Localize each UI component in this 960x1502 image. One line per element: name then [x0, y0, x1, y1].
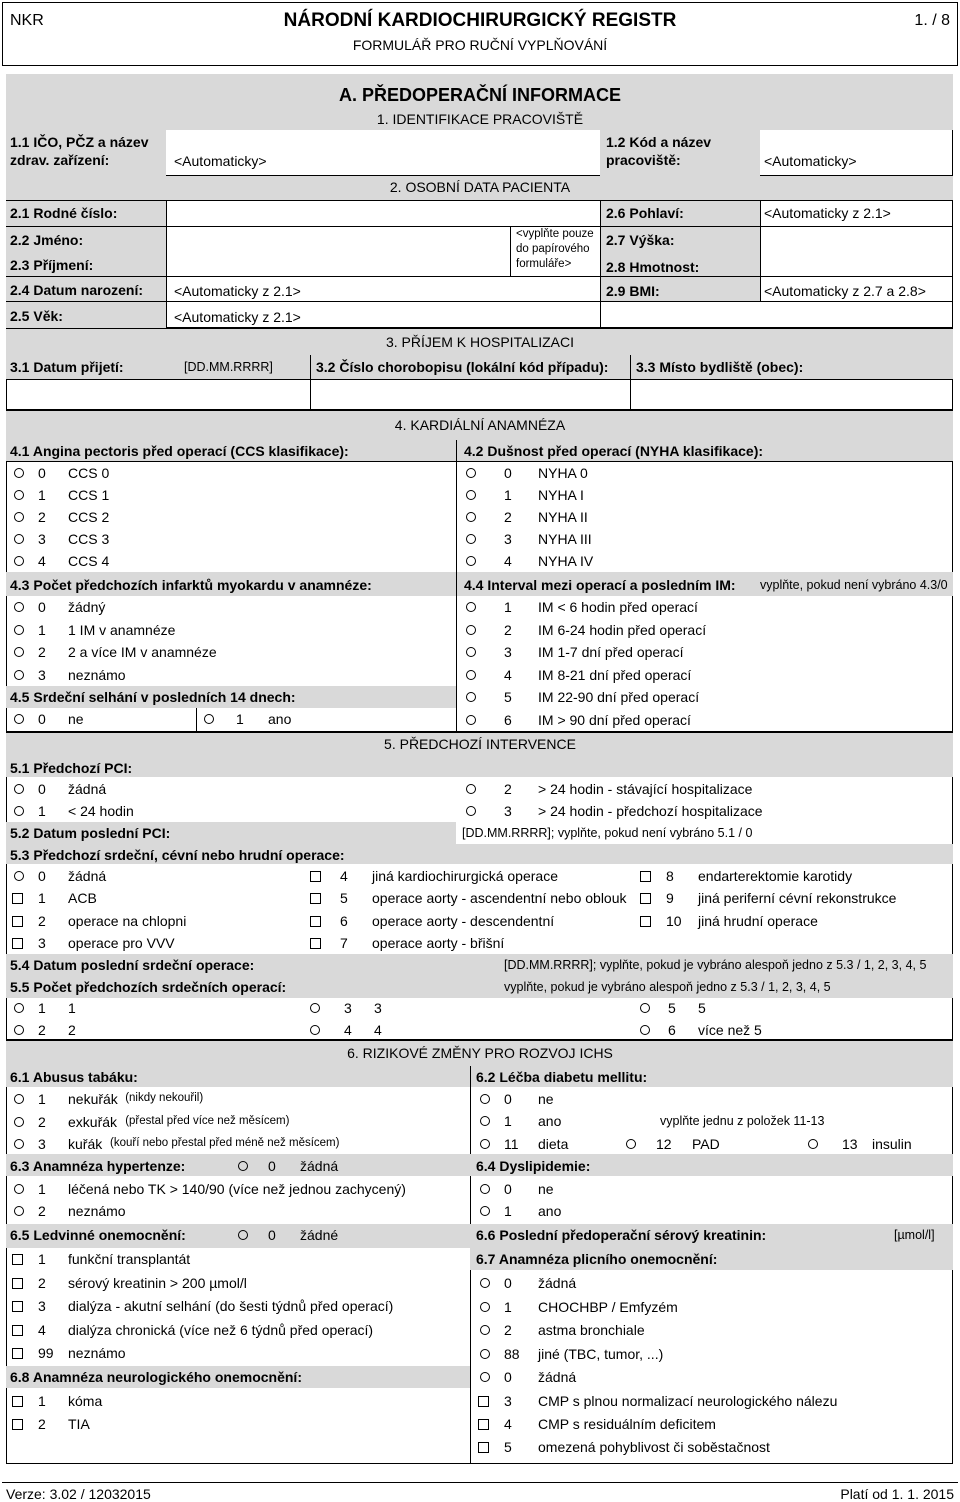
label-6-8: 6.8 Anamnéza neurologického onemocnění: [10, 1369, 302, 1385]
checkbox[interactable] [12, 1419, 23, 1430]
checkbox[interactable] [310, 938, 321, 949]
option-label: 1 [68, 1000, 76, 1016]
option-code: 2 [38, 912, 46, 929]
s2-row-line-2 [6, 276, 953, 277]
radio-button[interactable] [480, 1139, 490, 1149]
option-code: 2 [504, 781, 512, 797]
radio-button[interactable] [466, 784, 476, 794]
option-code: 1 [38, 1000, 46, 1016]
option-code: 2 [504, 1322, 512, 1338]
section-4-title: 4. KARDIÁLNÍ ANAMNÉZA [394, 417, 566, 433]
radio-button[interactable] [466, 625, 476, 635]
option-label: > 24 hodin - předchozí hospitalizace [538, 803, 763, 819]
option-label: ano [538, 1113, 562, 1129]
label-4-3: 4.3 Počet předchozích infarktů myokardu v anamnéze: [10, 577, 372, 593]
checkbox[interactable] [12, 1278, 23, 1289]
value-5-4: [DD.MM.RRRR]; vyplňte, pokud je vybráno alespoň jedno z 5.3 / 1, 2, 3, 4, 5 [504, 958, 927, 972]
option-label: žádné [300, 1227, 339, 1243]
footer-version: Verze: 3.02 / 12032015 [6, 1486, 151, 1502]
option-label: žádný [68, 599, 106, 615]
option-label: IM 6-24 hodin před operací [538, 621, 707, 638]
option-label: IM 1-7 dní před operací [538, 644, 684, 660]
option-note: (nikdy nekouřil) [125, 1092, 204, 1104]
option-label: > 24 hodin - stávající hospitalizace [538, 781, 753, 797]
value-1-2: <Automaticky> [764, 153, 857, 169]
option-label: jiná hrudní operace [698, 912, 818, 929]
option-label: insulin [872, 1136, 912, 1152]
s2-divider-4 [760, 200, 761, 301]
label-2-4: 2.4 Datum narození: [10, 282, 144, 298]
label-6-5: 6.5 Ledvinné onemocnění: [10, 1227, 186, 1243]
option-code: 88 [504, 1345, 520, 1362]
option-label: jiná periferní cévní rekonstrukce [698, 890, 897, 907]
option-label: neznámo [68, 1203, 126, 1219]
option-code: 0 [38, 465, 46, 481]
option-code: 4 [344, 1022, 352, 1038]
option-code: 0 [268, 1158, 276, 1174]
option-code: 3 [38, 531, 46, 547]
option-code: 10 [666, 912, 682, 929]
option-label: < 24 hodin [68, 803, 134, 819]
option-code: 4 [38, 1321, 46, 1338]
option-code: 2 [38, 1203, 46, 1219]
radio-button[interactable] [14, 512, 24, 522]
option-code: 1 [38, 1091, 46, 1107]
checkbox[interactable] [12, 1254, 23, 1265]
value-5-5: vyplňte, pokud je vybráno alespoň jedno z 5.3 / 1, 2, 3, 4, 5 [504, 980, 831, 994]
option-code: 0 [504, 1091, 512, 1107]
checkbox[interactable] [478, 1396, 489, 1407]
label-6-3: 6.3 Anamnéza hypertenze: [10, 1158, 186, 1174]
footer-valid-from: Platí od 1. 1. 2015 [840, 1486, 954, 1502]
option-code: 1 [38, 1181, 46, 1197]
option-label: nekuřák [68, 1091, 118, 1107]
checkbox[interactable] [640, 893, 651, 904]
option-label: 1 IM v anamnéze [68, 621, 176, 638]
radio-button[interactable] [14, 1025, 24, 1035]
option-label: NYHA IV [538, 553, 594, 569]
option-label: NYHA I [538, 487, 584, 503]
unit-6-6: [µmol/l] [894, 1228, 935, 1242]
label-6-4: 6.4 Dyslipidemie: [476, 1158, 591, 1174]
label-6-2: 6.2 Léčba diabetu mellitu: [476, 1069, 648, 1085]
label-1-1b: zdrav. zařízení: [10, 152, 110, 168]
note-6-2: vyplňte jednu z položek 11-13 [660, 1114, 825, 1128]
radio-button[interactable] [14, 647, 24, 657]
label-2-8: 2.8 Hmotnost: [606, 259, 700, 275]
option-label: operace na chlopni [68, 912, 187, 929]
option-label: sérový kreatinin > 200 µmol/l [68, 1274, 247, 1291]
checkbox[interactable] [12, 893, 23, 904]
option-label: CCS 1 [68, 487, 110, 503]
checkbox[interactable] [640, 871, 651, 882]
radio-button[interactable] [310, 1025, 320, 1035]
option-code: 2 [38, 1416, 46, 1432]
option-label: TIA [68, 1416, 90, 1432]
option-code: 4 [504, 1416, 512, 1432]
option-label: NYHA III [538, 531, 592, 547]
option-code: 0 [38, 711, 46, 727]
option-label: jiná kardiochirurgická operace [372, 868, 558, 884]
option-label: ano [538, 1203, 562, 1219]
option-label: dialýza chronická (více než 6 týdnů před operací) [68, 1321, 374, 1338]
radio-button[interactable] [466, 602, 476, 612]
value-2-5: <Automaticky z 2.1> [174, 309, 301, 325]
option-code: 3 [38, 1136, 46, 1152]
radio-button[interactable] [310, 1003, 320, 1013]
option-code: 1 [504, 1298, 512, 1315]
section-2-title: 2. OSOBNÍ DATA PACIENTA [389, 179, 571, 195]
option-label: CCS 3 [68, 531, 110, 547]
radio-button[interactable] [238, 1161, 248, 1171]
s4-hf-line [196, 708, 197, 732]
option-code: 5 [340, 890, 348, 907]
option-code: 1 [38, 890, 46, 907]
s2-divider-2 [510, 226, 511, 276]
radio-button[interactable] [466, 468, 476, 478]
option-label: 4 [374, 1022, 382, 1038]
radio-button[interactable] [14, 625, 24, 635]
option-label: 2 a více IM v anamnéze [68, 644, 217, 660]
option-code: 6 [340, 912, 348, 929]
label-1-2: 1.2 Kód a název [606, 134, 712, 150]
option-code: 1 [236, 711, 244, 727]
option-code: 2 [38, 509, 46, 525]
option-code: 0 [38, 868, 46, 884]
option-label: NYHA II [538, 509, 588, 525]
form-title: NÁRODNÍ KARDIOCHIRURGICKÝ REGISTR [283, 10, 677, 31]
option-label: IM 22-90 dní před operací [538, 689, 700, 705]
radio-button[interactable] [466, 512, 476, 522]
option-label: ne [538, 1181, 554, 1197]
option-code: 2 [504, 621, 512, 638]
section-a-title: A. PŘEDOPERAČNÍ INFORMACE [338, 85, 621, 105]
s2-row-line-3 [6, 301, 953, 302]
option-label: žádná [300, 1158, 339, 1174]
label-2-7: 2.7 Výška: [606, 232, 675, 248]
radio-button[interactable] [466, 490, 476, 500]
option-code: 3 [504, 531, 512, 547]
radio-button[interactable] [466, 534, 476, 544]
value-2-4: <Automaticky z 2.1> [174, 283, 301, 299]
form-subtitle: FORMULÁŘ PRO RUČNÍ VYPLŇOVÁNÍ [352, 37, 608, 53]
radio-button[interactable] [238, 1230, 248, 1240]
radio-button[interactable] [466, 647, 476, 657]
option-label: žádná [538, 1275, 577, 1291]
option-code: 2 [38, 1274, 46, 1291]
option-label: neznámo [68, 666, 126, 683]
radio-button[interactable] [204, 714, 214, 724]
label-3-3: 3.3 Místo bydliště (obec): [636, 359, 804, 375]
option-label: žádná [68, 868, 107, 884]
label-2-2: 2.2 Jméno: [10, 232, 84, 248]
section-5-title: 5. PŘEDCHOZÍ INTERVENCE [384, 736, 576, 752]
option-note: (přestal před více než měsícem) [125, 1114, 290, 1127]
option-code: 2 [38, 1022, 46, 1038]
checkbox[interactable] [12, 1301, 23, 1312]
label-6-7: 6.7 Anamnéza plicního onemocnění: [476, 1251, 718, 1267]
label-2-1: 2.1 Rodné číslo: [10, 205, 118, 221]
note-paper-3: formuláře> [516, 258, 572, 270]
checkbox[interactable] [12, 1325, 23, 1336]
label-3-1: 3.1 Datum přijetí: [10, 359, 124, 375]
s2-divider-1 [166, 200, 167, 328]
radio-button[interactable] [626, 1139, 636, 1149]
label-5-1: 5.1 Předchozí PCI: [10, 760, 133, 776]
checkbox[interactable] [12, 1396, 23, 1407]
label-3-2: 3.2 Číslo chorobopisu (lokální kód případu): [316, 359, 609, 375]
s3-div-2 [630, 355, 631, 410]
radio-button[interactable] [480, 1325, 490, 1335]
label-4-2: 4.2 Dušnost před operací (NYHA klasifikace): [464, 443, 764, 459]
option-label: CCS 2 [68, 509, 110, 525]
radio-button[interactable] [640, 1025, 650, 1035]
radio-button[interactable] [14, 806, 24, 816]
option-code: 1 [38, 621, 46, 638]
section-1-title: 1. IDENTIFIKACE PRACOVIŠTĚ [376, 111, 584, 127]
value-3-1: [DD.MM.RRRR] [184, 360, 273, 374]
option-code: 3 [344, 1000, 352, 1016]
radio-button[interactable] [640, 1003, 650, 1013]
radio-button[interactable] [14, 1206, 24, 1216]
note-paper-2: do papírového [516, 243, 590, 255]
radio-button[interactable] [14, 784, 24, 794]
radio-button[interactable] [14, 1139, 24, 1149]
value-2-9: <Automaticky z 2.7 a 2.8> [764, 283, 926, 299]
radio-button[interactable] [14, 602, 24, 612]
option-label: ne [68, 711, 84, 727]
option-label: 5 [698, 1000, 706, 1016]
option-label: NYHA 0 [538, 465, 588, 481]
checkbox[interactable] [640, 916, 651, 927]
option-label: operace aorty - břišní [372, 934, 505, 951]
radio-button[interactable] [480, 1116, 490, 1126]
option-code: 8 [666, 868, 674, 884]
option-code: 1 [38, 1393, 46, 1409]
label-5-2: 5.2 Datum poslední PCI: [10, 825, 171, 841]
section-6-title: 6. RIZIKOVÉ ZMĚNY PRO ROZVOJ ICHS [347, 1045, 613, 1061]
radio-button[interactable] [14, 1184, 24, 1194]
option-label: ACB [68, 890, 97, 907]
radio-button[interactable] [14, 1003, 24, 1013]
label-4-1: 4.1 Angina pectoris před operací (CCS klasifikace): [10, 443, 349, 459]
radio-button[interactable] [466, 715, 476, 725]
radio-button[interactable] [480, 1372, 490, 1382]
option-label: operace pro VVV [68, 934, 175, 951]
option-code: 13 [842, 1136, 858, 1152]
footer-rule [2, 1482, 958, 1483]
option-code: 7 [340, 934, 348, 951]
option-label: žádná [68, 781, 107, 797]
radio-button[interactable] [480, 1302, 490, 1312]
radio-button[interactable] [480, 1094, 490, 1104]
option-code: 0 [504, 465, 512, 481]
option-code: 6 [504, 711, 512, 728]
radio-button[interactable] [466, 556, 476, 566]
option-label: CMP s residuálním deficitem [538, 1416, 716, 1432]
checkbox[interactable] [12, 938, 23, 949]
label-4-4: 4.4 Interval mezi operací a posledním IM: [464, 577, 736, 593]
option-code: 5 [668, 1000, 676, 1016]
option-code: 1 [38, 487, 46, 503]
page-number: 1. / 8 [914, 12, 950, 29]
option-code: 0 [504, 1181, 512, 1197]
radio-button[interactable] [14, 1094, 24, 1104]
checkbox[interactable] [12, 916, 23, 927]
option-code: 1 [38, 803, 46, 819]
option-label: ano [268, 711, 292, 727]
option-label: IM 8-21 dní před operací [538, 666, 692, 683]
checkbox[interactable] [310, 871, 321, 882]
s3-line [6, 379, 953, 380]
value-2-6: <Automaticky z 2.1> [764, 205, 891, 221]
s4-mid-line [456, 440, 457, 732]
radio-button[interactable] [14, 534, 24, 544]
section-3-title: 3. PŘÍJEM K HOSPITALIZACI [385, 334, 574, 350]
option-code: 3 [504, 803, 512, 819]
checkbox[interactable] [310, 916, 321, 927]
option-label: astma bronchiale [538, 1322, 645, 1338]
option-note: (kouří nebo přestal před méně než měsícem) [110, 1137, 340, 1149]
label-2-9: 2.9 BMI: [606, 283, 660, 299]
radio-button[interactable] [14, 1117, 24, 1127]
option-label: CHOCHBP / Emfyzém [538, 1298, 678, 1315]
option-label: PAD [692, 1136, 720, 1152]
note-paper-1: <vyplňte pouze [516, 228, 594, 240]
radio-button[interactable] [14, 490, 24, 500]
option-label: IM < 6 hodin před operací [538, 599, 698, 615]
radio-button[interactable] [808, 1139, 818, 1149]
option-code: 1 [38, 1251, 46, 1267]
option-label: 2 [68, 1022, 76, 1038]
s2-divider-3 [600, 200, 601, 328]
note-4-4: vyplňte, pokud není vybráno 4.3/0 [760, 578, 948, 592]
option-code: 12 [656, 1136, 672, 1152]
radio-button[interactable] [14, 871, 24, 881]
option-code: 2 [38, 644, 46, 660]
label-6-1: 6.1 Abusus tabáku: [10, 1069, 138, 1085]
option-code: 4 [38, 553, 46, 569]
option-code: 9 [666, 890, 674, 907]
option-label: dieta [538, 1136, 569, 1152]
value-5-2: [DD.MM.RRRR]; vyplňte, pokud není vybráno 5.1 / 0 [462, 826, 753, 840]
checkbox[interactable] [12, 1348, 23, 1359]
s2-row-line-1 [6, 226, 953, 227]
option-label: kuřák [68, 1136, 103, 1152]
option-label: exkuřák [68, 1113, 118, 1130]
label-5-4: 5.4 Datum poslední srdeční operace: [10, 957, 255, 973]
option-code: 3 [504, 1393, 512, 1409]
label-2-5: 2.5 Věk: [10, 308, 63, 324]
option-label: léčená nebo TK > 140/90 (více než jednou zachycený) [68, 1181, 406, 1197]
option-label: ne [538, 1091, 554, 1107]
option-label: více než 5 [698, 1022, 762, 1038]
option-code: 0 [38, 781, 46, 797]
option-code: 2 [504, 509, 512, 525]
radio-button[interactable] [14, 714, 24, 724]
radio-button[interactable] [480, 1278, 490, 1288]
option-code: 1 [504, 599, 512, 615]
option-code: 4 [504, 666, 512, 683]
radio-button[interactable] [14, 556, 24, 566]
option-code: 1 [504, 1203, 512, 1219]
option-code: 5 [504, 1439, 512, 1455]
label-2-6: 2.6 Pohlaví: [606, 205, 684, 221]
option-label: operace aorty - descendentní [372, 912, 555, 929]
s4-line-1 [6, 461, 953, 462]
option-code: 0 [38, 599, 46, 615]
radio-button[interactable] [466, 806, 476, 816]
option-label: CCS 4 [68, 553, 110, 569]
option-code: 4 [340, 868, 348, 884]
label-1-1: 1.1 IČO, PČZ a název [10, 134, 149, 150]
option-code: 0 [504, 1275, 512, 1291]
option-label: kóma [68, 1393, 103, 1409]
option-code: 1 [504, 1113, 512, 1129]
option-code: 4 [504, 553, 512, 569]
option-label: jiné (TBC, tumor, ...) [538, 1345, 664, 1362]
option-code: 3 [38, 1298, 46, 1314]
label-5-3: 5.3 Předchozí srdeční, cévní nebo hrudní operace: [10, 847, 345, 863]
option-code: 6 [668, 1022, 676, 1038]
radio-button[interactable] [466, 670, 476, 680]
label-5-5: 5.5 Počet předchozích srdečních operací: [10, 979, 287, 995]
radio-button[interactable] [480, 1349, 490, 1359]
option-label: žádná [538, 1369, 577, 1385]
value-1-1: <Automaticky> [174, 153, 267, 169]
option-code: 3 [38, 666, 46, 683]
option-code: 5 [504, 689, 512, 705]
option-code: 3 [38, 934, 46, 951]
option-label: omezená pohyblivost či soběstačnost [538, 1439, 770, 1455]
label-1-2b: pracoviště: [606, 152, 681, 168]
radio-button[interactable] [480, 1184, 490, 1194]
header-left: NKR [10, 12, 44, 29]
s3-div-1 [310, 355, 311, 410]
radio-button[interactable] [480, 1206, 490, 1216]
option-code: 11 [504, 1136, 519, 1152]
option-code: 99 [38, 1345, 54, 1361]
radio-button[interactable] [14, 468, 24, 478]
checkbox[interactable] [478, 1442, 489, 1453]
option-code: 0 [504, 1369, 512, 1385]
label-6-6: 6.6 Poslední předoperační sérový kreatinin: [476, 1227, 767, 1243]
label-4-5: 4.5 Srdeční selhání v posledních 14 dnech: [10, 689, 296, 705]
label-2-3: 2.3 Příjmení: [10, 257, 94, 273]
checkbox[interactable] [310, 893, 321, 904]
option-label: neznámo [68, 1345, 126, 1361]
option-label: IM > 90 dní před operací [538, 711, 691, 728]
option-code: 1 [504, 487, 512, 503]
option-label: CMP s plnou normalizací neurologického nálezu [538, 1393, 838, 1409]
option-label: operace aorty - ascendentní nebo oblouk [372, 890, 627, 907]
option-code: 0 [268, 1227, 276, 1243]
option-label: endarterektomie karotidy [698, 868, 853, 884]
option-label: funkční transplantát [68, 1251, 191, 1267]
option-code: 3 [504, 644, 512, 660]
radio-button[interactable] [14, 670, 24, 680]
checkbox[interactable] [478, 1419, 489, 1430]
option-label: dialýza - akutní selhání (do šesti týdnů před operací) [68, 1298, 394, 1314]
radio-button[interactable] [466, 692, 476, 702]
option-label: 3 [374, 1000, 382, 1016]
option-label: CCS 0 [68, 465, 110, 481]
option-code: 2 [38, 1113, 46, 1130]
